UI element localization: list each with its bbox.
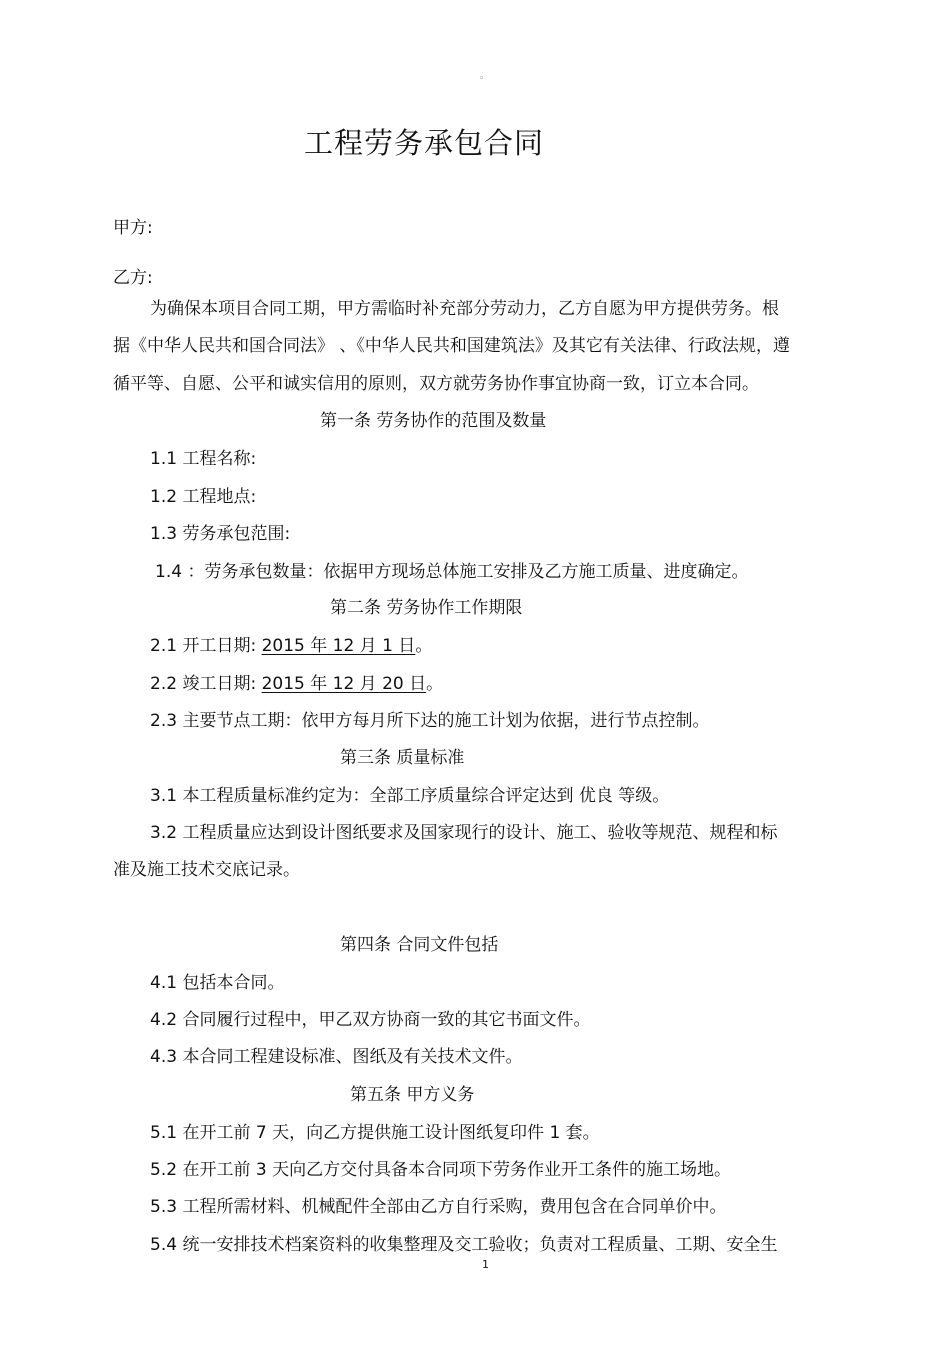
- clause-2-2: [150, 672, 443, 696]
- clause-2-1-end: 。: [415, 636, 433, 656]
- article-3-heading: 第三条 质量标准: [340, 748, 465, 768]
- contract-title: 工程劳务承包合同: [304, 126, 545, 160]
- intro-line-1: 为确保本项目合同工期，甲方需临时补充部分劳动力，乙方自愿为甲方提供劳务。根: [150, 299, 779, 319]
- clause-2-2-end: 。: [426, 674, 444, 694]
- clause-1-1: 1.1 工程名称:: [150, 449, 257, 469]
- clause-5-4: 5.4 统一安排技术档案资料的收集整理及交工验收；负责对工程质量、工期、安全生: [150, 1235, 778, 1255]
- party-b-label: 乙方:: [113, 268, 153, 288]
- article-2-heading: 第二条 劳务协作工作期限: [330, 598, 523, 618]
- clause-1-2: 1.2 工程地点:: [150, 487, 257, 507]
- clause-2-1: [150, 634, 432, 658]
- article-4-heading: 第四条 合同文件包括: [340, 935, 499, 955]
- clause-3-2-line-1: 3.2 工程质量应达到设计图纸要求及国家现行的设计、施工、验收等规范、规程和标: [150, 823, 778, 843]
- clause-1-4: 1.4 ：劳务承包数量：依据甲方现场总体施工安排及乙方施工质量、进度确定。: [155, 562, 749, 582]
- header-mark: 。: [480, 71, 490, 81]
- party-a-label: 甲方:: [113, 218, 153, 238]
- clause-5-3: 5.3 工程所需材料、机械配件全部由乙方自行采购，费用包含在合同单价中。: [150, 1197, 727, 1217]
- start-date: 2015 年 12 月 1 日: [261, 636, 416, 656]
- article-5-heading: 第五条 甲方义务: [350, 1085, 475, 1105]
- clause-3-1: 3.1 本工程质量标准约定为：全部工序质量综合评定达到 优良 等级。: [150, 786, 670, 806]
- clause-2-3: 2.3 主要节点工期：依甲方每月所下达的施工计划为依据，进行节点控制。: [150, 711, 710, 731]
- clause-4-1: 4.1 包括本合同。: [150, 973, 285, 993]
- clause-5-2: 5.2 在开工前 3 天向乙方交付具备本合同项下劳务作业开工条件的施工场地。: [150, 1160, 732, 1180]
- clause-4-2: 4.2 合同履行过程中，甲乙双方协商一致的其它书面文件。: [150, 1010, 591, 1030]
- intro-line-3: 循平等、自愿、公平和诚实信用的原则，双方就劳务协作事宜协商一致，订立本合同。: [113, 374, 759, 394]
- intro-line-2: 据《中华人民共和国合同法》 、《中华人民共和国建筑法》及其它有关法律、行政法规，遵: [113, 336, 790, 356]
- page-number: 1: [482, 1258, 489, 1271]
- article-1-heading: 第一条 劳务协作的范围及数量: [320, 411, 547, 431]
- clause-3-2-line-2: 准及施工技术交底记录。: [113, 860, 300, 880]
- clause-2-2-label: 2.2 竣工日期:: [150, 674, 262, 694]
- clause-5-1: 5.1 在开工前 7 天，向乙方提供施工设计图纸复印件 1 套。: [150, 1123, 600, 1143]
- clause-4-3: 4.3 本合同工程建设标准、图纸及有关技术文件。: [150, 1047, 523, 1067]
- end-date: 2015 年 12 月 20 日: [261, 674, 427, 694]
- clause-2-1-label: 2.1 开工日期:: [150, 636, 262, 656]
- clause-1-3: 1.3 劳务承包范围:: [150, 524, 291, 544]
